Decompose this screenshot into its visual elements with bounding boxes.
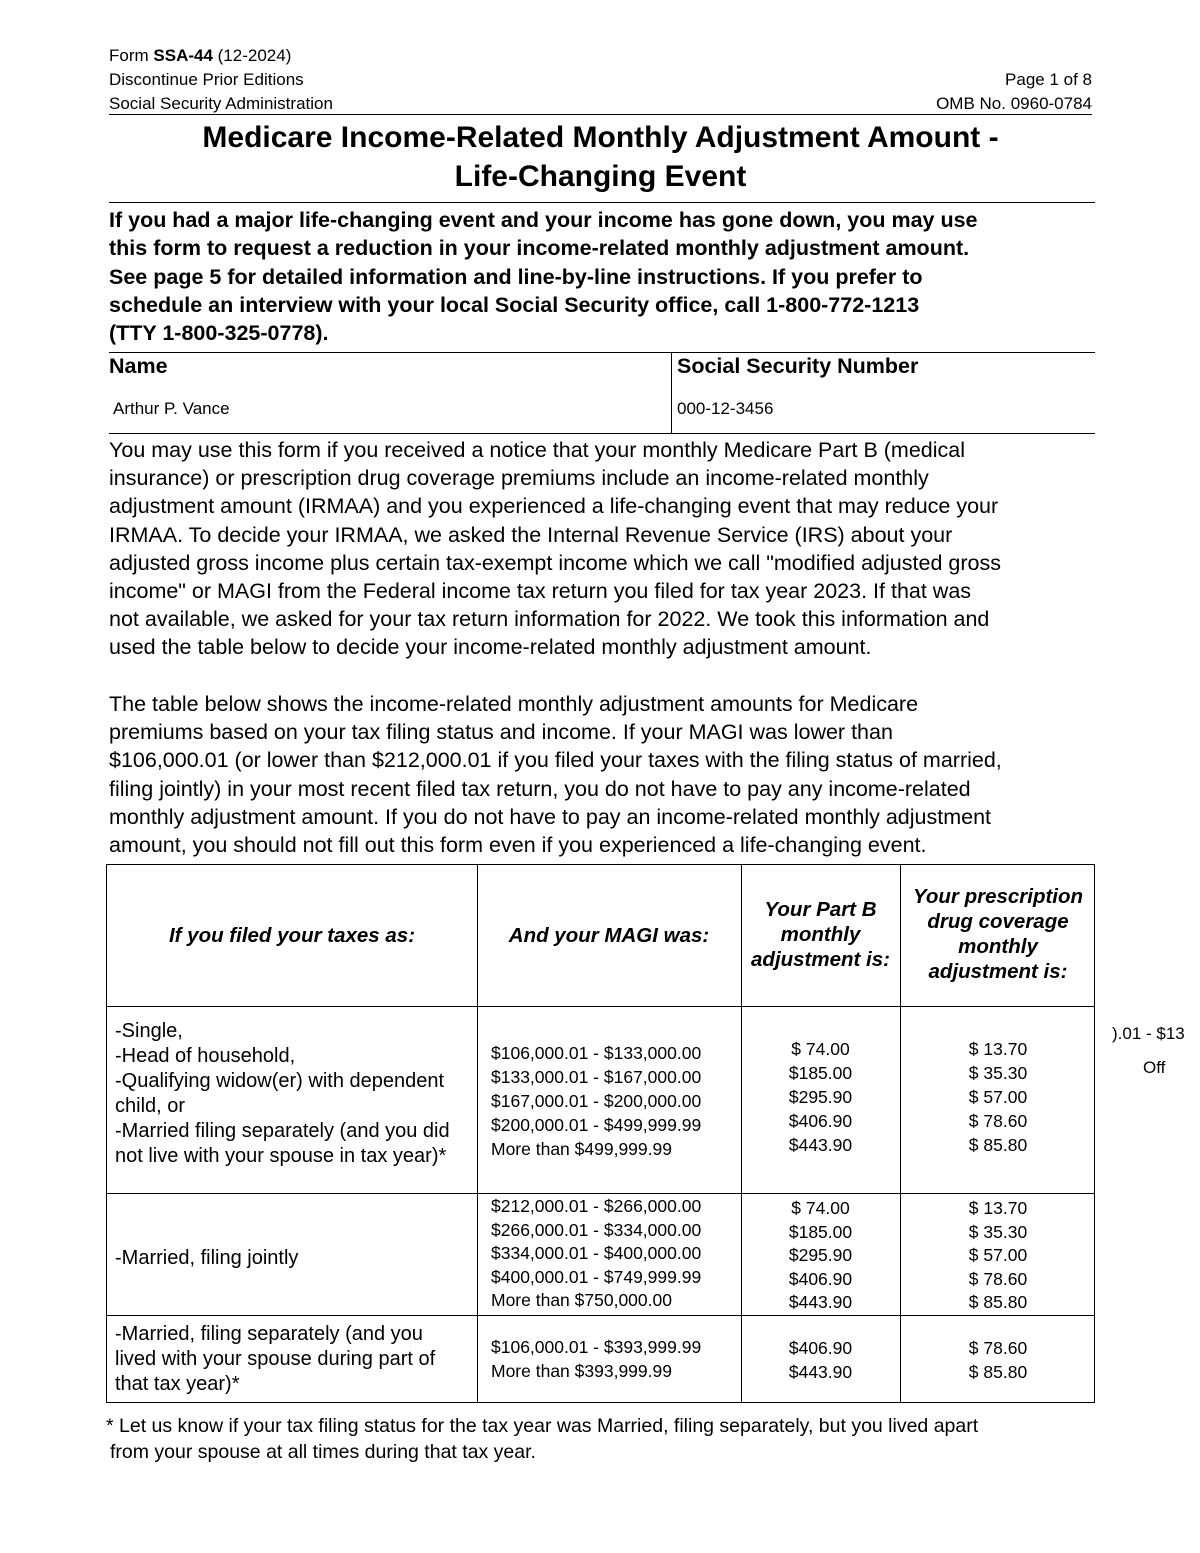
magi-range: $266,000.01 - $334,000.00 (491, 1219, 702, 1240)
part-b-amount: $185.00 (788, 1063, 853, 1083)
filing-line: -Qualifying widow(er) with dependent (115, 1070, 445, 1092)
intro-line: (TTY 1-800-325-0778). (109, 321, 329, 346)
paragraph-line: IRMAA. To decide your IRMAA, we asked the Internal Revenue Service (IRS) about your (109, 522, 953, 547)
magi-range: $400,000.01 - $749,999.99 (491, 1266, 702, 1287)
magi-range: $106,000.01 - $133,000.00 (491, 1043, 702, 1063)
form-header (109, 44, 1092, 115)
filing-line: -Head of household, (115, 1045, 296, 1067)
magi-cell (491, 1195, 701, 1313)
part-b-amount: $443.90 (788, 1362, 853, 1382)
drug-cell (900, 1197, 1096, 1315)
paragraph-line: $106,000.01 (or lower than $212,000.01 if you filed your taxes with the filing status of married, (109, 748, 1002, 773)
filing-line: that tax year)* (115, 1373, 240, 1395)
magi-range: $200,000.01 - $499,999.99 (491, 1115, 702, 1135)
filing-line: not live with your spouse in tax year)* (115, 1145, 447, 1167)
header-part-b (741, 897, 900, 972)
drug-amount: $ 13.70 (968, 1039, 1028, 1059)
part-b-amount: $295.90 (788, 1245, 853, 1265)
header-line: monthly (958, 935, 1038, 958)
ssn-label: Social Security Number (677, 354, 919, 378)
omb-number: OMB No. 0960-0784 (936, 94, 1092, 113)
filing-status-cell (115, 1246, 298, 1271)
filing-line: lived with your spouse during part of (115, 1348, 436, 1370)
part-b-amount: $406.90 (788, 1338, 853, 1358)
table-explanation-paragraph (109, 690, 1099, 859)
drug-amount: $ 13.70 (968, 1198, 1028, 1218)
filing-line: -Married, filing jointly (115, 1247, 299, 1269)
paragraph-line: not available, we asked for your tax return information for 2022. We took this information and (109, 607, 990, 632)
part-b-cell (741, 1197, 900, 1315)
part-b-amount: $406.90 (788, 1111, 853, 1131)
drug-amount: $ 78.60 (968, 1338, 1028, 1358)
drug-amount: $ 85.80 (968, 1135, 1028, 1155)
name-label: Name (109, 354, 168, 378)
magi-range: $133,000.01 - $167,000.00 (491, 1067, 702, 1087)
paragraph-line: You may use this form if you received a notice that your monthly Medicare Part B (medical (109, 438, 966, 462)
header-line: Your Part B (764, 898, 877, 921)
magi-range: $334,000.01 - $400,000.00 (491, 1243, 702, 1263)
page-title (109, 118, 1092, 196)
filing-status-cell (115, 1322, 435, 1397)
paragraph-line: monthly adjustment amount. If you do not have to pay an income-related monthly adjustment (109, 804, 991, 829)
intro-line: If you had a major life-changing event and your income has gone down, you may use (109, 208, 978, 232)
drug-amount: $ 57.00 (968, 1087, 1028, 1107)
footnote (106, 1413, 1096, 1465)
row-divider (107, 1193, 1094, 1194)
ssn-field[interactable]: 000-12-3456 (677, 399, 774, 418)
intro-line: See page 5 for detailed information and line-by-line instructions. If you prefer to (109, 264, 923, 289)
drug-amount: $ 78.60 (968, 1111, 1028, 1131)
header-line: Your prescription (912, 885, 1084, 908)
part-b-amount: $295.90 (788, 1087, 853, 1107)
row-divider (107, 1315, 1094, 1316)
title-divider (109, 202, 1095, 203)
paragraph-line: premiums based on your tax filing status and income. If your MAGI was lower than (109, 720, 893, 745)
paragraph-line: insurance) or prescription drug coverage premiums include an income-related monthly (109, 466, 929, 491)
clipped-field-state: Off (1143, 1058, 1166, 1077)
intro-text (109, 206, 1095, 347)
header-filing-status: If you filed your taxes as: (168, 924, 416, 947)
header-line: adjustment is: (751, 948, 890, 971)
form-edition: (12-2024) (212, 46, 292, 65)
header-line: adjustment is: (928, 960, 1068, 983)
filing-line: -Single, (115, 1020, 183, 1042)
drug-amount: $ 85.80 (968, 1292, 1028, 1312)
title-line-2: Life-Changing Event (454, 160, 747, 193)
magi-range: $167,000.01 - $200,000.00 (491, 1091, 702, 1111)
irmaa-table (106, 864, 1095, 1403)
drug-amount: $ 78.60 (968, 1268, 1028, 1289)
drug-cell (900, 1037, 1096, 1157)
part-b-amount: $ 74.00 (791, 1198, 850, 1218)
paragraph-line: amount, you should not fill out this form even if you experienced a life-changing event. (109, 833, 927, 858)
clipped-field-text: ).01 - $13 (1112, 1024, 1185, 1043)
part-b-amount: $443.90 (788, 1135, 853, 1155)
header-line: monthly (780, 923, 861, 946)
drug-amount: $ 35.30 (968, 1063, 1028, 1083)
magi-cell (491, 1041, 701, 1161)
filing-line: -Married filing separately (and you did (115, 1120, 450, 1142)
name-field[interactable]: Arthur P. Vance (113, 399, 230, 418)
agency-name: Social Security Administration (109, 94, 333, 113)
paragraph-line: adjusted gross income plus certain tax-exempt income which we call "modified adjusted gross (109, 550, 1001, 575)
page-number: Page 1 of 8 (1005, 70, 1092, 89)
filing-status-cell (115, 1019, 450, 1169)
footnote-line: * Let us know if your tax filing status for the tax year was Married, filing separately, but you lived apart (106, 1415, 979, 1437)
title-line-1: Medicare Income-Related Monthly Adjustment Amount - (202, 121, 999, 154)
intro-line: schedule an interview with your local Social Security office, call 1-800-772-1213 (109, 292, 920, 317)
form-identification (109, 44, 333, 116)
header-line: drug coverage (927, 910, 1069, 933)
form-prefix: Form (109, 46, 154, 65)
magi-range: More than $750,000.00 (491, 1290, 672, 1310)
filing-line: -Married, filing separately (and you (115, 1323, 423, 1345)
header-magi: And your MAGI was: (508, 924, 710, 947)
row-divider (107, 1006, 1094, 1007)
part-b-amount: $185.00 (788, 1221, 853, 1242)
footnote-line: from your spouse at all times during that tax year. (110, 1441, 536, 1463)
paragraph-line: used the table below to decide your income-related monthly adjustment amount. (109, 635, 872, 660)
header-drug-coverage (900, 884, 1096, 984)
magi-cell (491, 1335, 701, 1383)
part-b-amount: $406.90 (788, 1268, 853, 1289)
form-number: SSA-44 (153, 46, 213, 65)
drug-amount: $ 85.80 (968, 1362, 1028, 1382)
magi-range: More than $393,999.99 (491, 1361, 672, 1381)
field-divider (671, 353, 672, 433)
part-b-amount: $ 74.00 (791, 1039, 850, 1059)
drug-cell (900, 1336, 1096, 1384)
paragraph-line: adjustment amount (IRMAA) and you experienced a life-changing event that may reduce your (109, 494, 999, 519)
drug-amount: $ 57.00 (968, 1245, 1028, 1265)
magi-range: $106,000.01 - $393,999.99 (491, 1337, 702, 1357)
part-b-cell (741, 1336, 900, 1384)
identity-fields (109, 352, 1095, 434)
page-info (936, 68, 1092, 116)
paragraph-line: filing jointly) in your most recent filed tax return, you do not have to pay any income-related (109, 776, 971, 801)
part-b-cell (741, 1037, 900, 1157)
paragraph-line: The table below shows the income-related monthly adjustment amounts for Medicare (109, 692, 919, 716)
drug-amount: $ 35.30 (968, 1221, 1028, 1242)
magi-range: $212,000.01 - $266,000.00 (491, 1196, 702, 1216)
magi-range: More than $499,999.99 (491, 1139, 672, 1159)
intro-line: this form to request a reduction in your income-related monthly adjustment amount. (109, 236, 970, 261)
paragraph-line: income" or MAGI from the Federal income tax return you filed for tax year 2023. If that was (109, 579, 972, 604)
discontinue-notice: Discontinue Prior Editions (109, 70, 304, 89)
part-b-amount: $443.90 (788, 1292, 853, 1312)
eligibility-paragraph (109, 436, 1099, 662)
filing-line: child, or (115, 1095, 186, 1117)
